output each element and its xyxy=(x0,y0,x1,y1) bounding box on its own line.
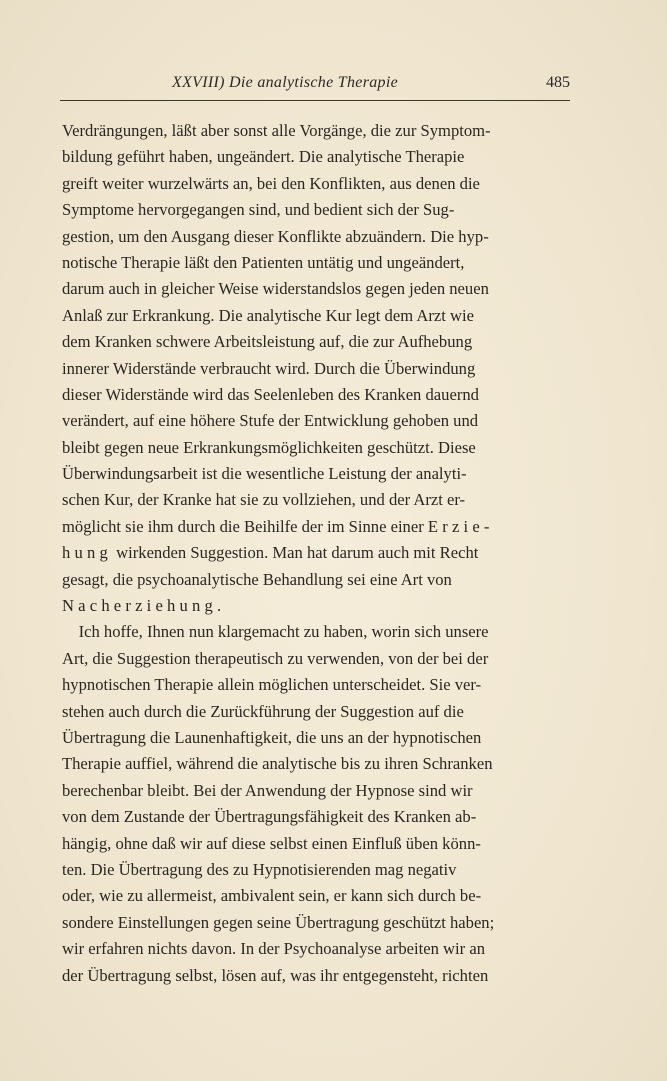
page-header xyxy=(60,74,570,98)
text-segment: Anlaß zur Erkrankung. Die analytische Kur legt dem Arzt wie xyxy=(62,305,474,325)
text-line xyxy=(62,197,562,223)
text-line xyxy=(62,276,562,302)
text-segment: dem Kranken schwere Arbeitsleistung auf, die zur Aufhebung xyxy=(62,332,473,352)
text-line xyxy=(62,303,562,329)
text-line xyxy=(62,619,562,645)
text-line xyxy=(62,883,562,909)
emphasized-word: Nacherziehung xyxy=(62,596,218,616)
text-segment: Art, die Suggestion therapeutisch zu verwenden, von der bei der xyxy=(62,648,489,668)
text-segment: bleibt gegen neue Erkrankungsmöglichkeiten geschützt. Diese xyxy=(62,437,476,457)
text-line xyxy=(62,831,562,857)
text-segment: stehen auch durch die Zurückführung der Suggestion auf die xyxy=(62,701,464,721)
text-line xyxy=(62,224,562,250)
text-segment: dieser Widerstände wird das Seelenleben des Kranken dauernd xyxy=(62,384,479,404)
text-segment: Ich hoffe, Ihnen nun klargemacht zu haben, worin sich unsere xyxy=(62,622,489,642)
body-text xyxy=(62,118,562,989)
text-line xyxy=(62,171,562,197)
text-segment: wirkenden Suggestion. Man hat darum auch mit Recht xyxy=(112,543,479,563)
emphasized-word: hung xyxy=(62,543,112,563)
text-segment: bildung geführt haben, ungeändert. Die analytische Therapie xyxy=(62,147,465,167)
text-segment: schen Kur, der Kranke hat sie zu vollziehen, und der Arzt er- xyxy=(62,490,466,510)
text-line xyxy=(62,408,562,434)
text-segment: innerer Widerstände verbraucht wird. Durch die Überwindung xyxy=(62,358,476,378)
text-line xyxy=(62,725,562,751)
text-line xyxy=(62,435,562,461)
page-number: 485 xyxy=(546,74,570,91)
text-line xyxy=(62,461,562,487)
text-segment: gesagt, die psychoanalytische Behandlung sei eine Art von xyxy=(62,569,452,589)
text-segment: sondere Einstellungen gegen seine Übertragung geschützt haben; xyxy=(62,912,495,932)
text-line xyxy=(62,144,562,170)
text-line xyxy=(62,857,562,883)
text-segment: ten. Die Übertragung des zu Hypnotisierenden mag negativ xyxy=(62,859,457,879)
text-line xyxy=(62,751,562,777)
text-segment: Übertragung die Launenhaftigkeit, die uns an der hypnotischen xyxy=(62,727,482,747)
text-line xyxy=(62,514,562,540)
text-line xyxy=(62,567,562,593)
text-segment: Verdrängungen, läßt aber sonst alle Vorgänge, die zur Symptom- xyxy=(62,121,491,140)
text-line xyxy=(62,963,562,989)
text-segment: notische Therapie läßt den Patienten untätig und ungeändert, xyxy=(62,252,465,272)
text-segment: möglicht sie ihm durch die Beihilfe der im Sinne einer xyxy=(62,516,428,536)
text-line xyxy=(62,593,562,619)
text-segment: der Übertragung selbst, lösen auf, was ihr entgegensteht, richten xyxy=(62,965,489,985)
text-line xyxy=(62,699,562,725)
text-segment: berechenbar bleibt. Bei der Anwendung der Hypnose sind wir xyxy=(62,780,473,800)
text-segment: wir erfahren nichts davon. In der Psychoanalyse arbeiten wir an xyxy=(62,939,485,959)
text-line xyxy=(62,672,562,698)
text-segment: oder, wie zu allermeist, ambivalent sein, er kann sich durch be- xyxy=(62,886,482,906)
emphasized-word: Erzie- xyxy=(427,516,494,536)
text-segment: verändert, auf eine höhere Stufe der Entwicklung gehoben und xyxy=(62,411,479,431)
running-head: XXVIII) Die analytische Therapie xyxy=(172,74,398,91)
text-line xyxy=(62,804,562,830)
text-line xyxy=(62,646,562,672)
text-line xyxy=(62,778,562,804)
header-rule xyxy=(60,100,570,101)
text-segment: . xyxy=(217,596,222,616)
text-line xyxy=(62,250,562,276)
text-line xyxy=(62,540,562,566)
paragraph xyxy=(62,619,562,988)
text-segment: gestion, um den Ausgang dieser Konflikte abzuändern. Die hyp- xyxy=(62,226,489,246)
text-line xyxy=(62,382,562,408)
paragraph xyxy=(62,118,562,619)
text-segment: hängig, ohne daß wir auf diese selbst einen Einfluß üben könn- xyxy=(62,833,481,853)
text-line xyxy=(62,118,562,144)
text-segment: Überwindungsarbeit ist die wesentliche Leistung der analyti- xyxy=(62,464,467,484)
text-line xyxy=(62,487,562,513)
text-segment: Therapie auffiel, während die analytische bis zu ihren Schranken xyxy=(62,754,493,774)
text-segment: hypnotischen Therapie allein möglichen unterscheidet. Sie ver- xyxy=(62,675,482,695)
text-line xyxy=(62,910,562,936)
text-segment: von dem Zustande der Übertragungsfähigkeit des Kranken ab- xyxy=(62,807,477,827)
text-line xyxy=(62,356,562,382)
text-segment: Symptome hervorgegangen sind, und bedient sich der Sug- xyxy=(62,200,455,220)
text-segment: greift weiter wurzelwärts an, bei den Konflikten, aus denen die xyxy=(62,173,480,193)
text-line xyxy=(62,936,562,962)
text-line xyxy=(62,329,562,355)
text-segment: darum auch in gleicher Weise widerstandslos gegen jeden neuen xyxy=(62,279,489,299)
